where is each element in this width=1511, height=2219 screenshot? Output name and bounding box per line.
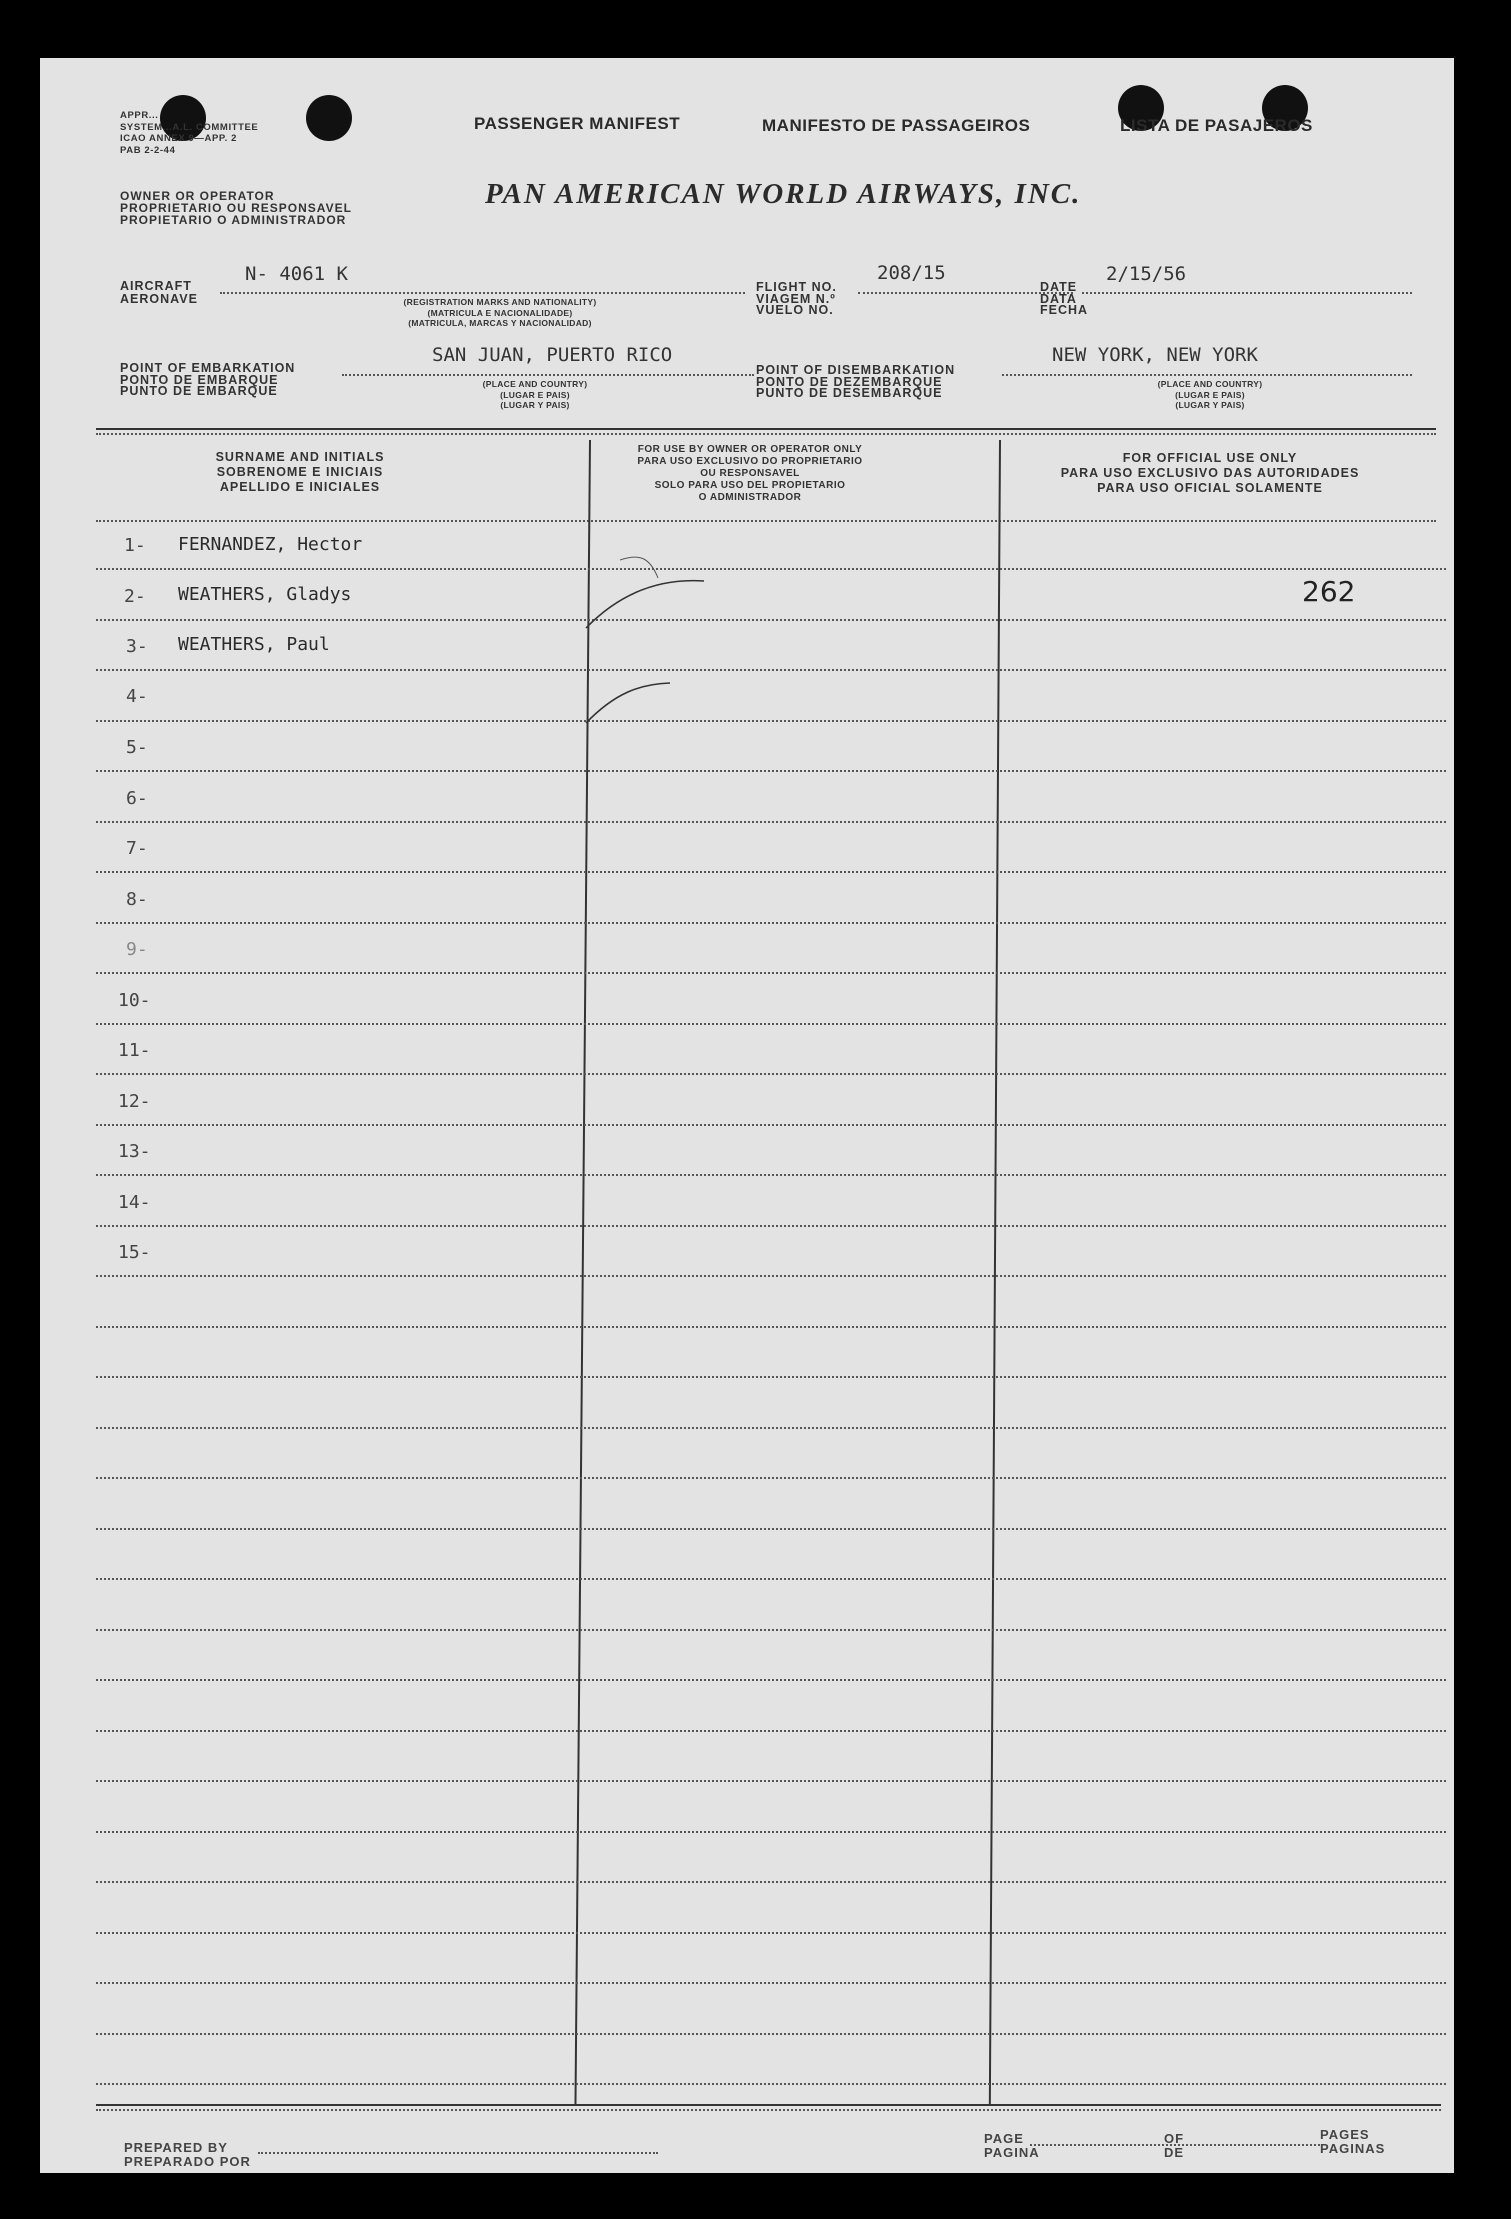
flight-label: VIAGEM N.º bbox=[756, 291, 836, 306]
rule-line bbox=[96, 1578, 1446, 1580]
check-stroke bbox=[586, 683, 670, 723]
header-bottom-rule bbox=[96, 520, 1436, 522]
rule-line bbox=[96, 1881, 1446, 1883]
row-number: 15- bbox=[118, 1242, 151, 1263]
approval-line: PAB 2-2-44 bbox=[120, 144, 176, 156]
approval-line: APPR... bbox=[120, 110, 159, 121]
title-portuguese: MANIFESTO DE PASSAGEIROS bbox=[762, 116, 1031, 135]
of-field bbox=[1190, 2144, 1320, 2146]
rule-line bbox=[96, 1376, 1446, 1378]
title-english: PASSENGER MANIFEST bbox=[474, 114, 681, 133]
rule-line bbox=[96, 922, 1446, 924]
approval-line: ICAO ANNEX 9—APP. 2 bbox=[120, 133, 237, 144]
aircraft-label: AERONAVE bbox=[120, 291, 198, 306]
embarkation-label: PUNTO DE EMBARQUE bbox=[120, 384, 278, 398]
embarkation-caption bbox=[425, 379, 645, 411]
row-number: 14- bbox=[118, 1192, 151, 1213]
disembarkation-value-line bbox=[1002, 374, 1412, 376]
disembarkation-label: PUNTO DE DESEMBARQUE bbox=[756, 386, 943, 400]
table-bottom-rule bbox=[96, 2104, 1441, 2106]
date-label: DATE bbox=[1040, 280, 1078, 294]
prepared-by-label bbox=[124, 2141, 251, 2169]
punch-hole bbox=[306, 95, 352, 141]
rule-line bbox=[96, 1073, 1446, 1075]
passenger-name: WEATHERS, Gladys bbox=[178, 584, 352, 605]
check-stroke bbox=[586, 581, 704, 628]
flight-label: FLIGHT NO. bbox=[756, 280, 837, 294]
rule-line bbox=[96, 1275, 1446, 1277]
row-number: 9- bbox=[126, 939, 148, 960]
rule-line bbox=[96, 1023, 1446, 1025]
official-value: 262 bbox=[1302, 575, 1356, 608]
row-number: 12- bbox=[118, 1091, 151, 1112]
disembarkation-label: POINT OF DISEMBARKATION bbox=[756, 363, 956, 377]
rule-line bbox=[96, 1679, 1446, 1681]
table-top-rule-dotted bbox=[96, 433, 1436, 435]
passenger-name: WEATHERS, Paul bbox=[178, 634, 330, 655]
row-number: 1- bbox=[124, 535, 146, 556]
rule-line bbox=[96, 1831, 1446, 1833]
prepared-by-line: PREPARED BY bbox=[124, 2140, 228, 2155]
date-labels bbox=[1040, 282, 1088, 317]
rule-line bbox=[96, 1780, 1446, 1782]
rule-line bbox=[96, 568, 1446, 570]
rule-line bbox=[96, 1982, 1446, 1984]
of-label bbox=[1164, 2132, 1184, 2160]
prepared-by-field bbox=[258, 2152, 658, 2154]
row-number: 4- bbox=[126, 686, 148, 707]
flight-labels bbox=[756, 282, 837, 317]
check-stroke bbox=[620, 557, 658, 578]
rule-line bbox=[96, 821, 1446, 823]
aircraft-caption-line: (REGISTRATION MARKS AND NATIONALITY) bbox=[403, 297, 597, 307]
rule-line bbox=[96, 2033, 1446, 2035]
aircraft-labels bbox=[120, 280, 198, 305]
disembarkation-labels bbox=[756, 365, 955, 400]
embarkation-caption-line: (LUGAR Y PAIS) bbox=[500, 400, 570, 410]
aircraft-caption-line: (MATRICULA E NACIONALIDADE) bbox=[427, 307, 573, 318]
rule-line bbox=[96, 720, 1446, 722]
table-bottom-rule-dotted bbox=[96, 2109, 1441, 2111]
owner-label: PROPRIETARIO OU RESPONSAVEL bbox=[120, 201, 352, 215]
embarkation-label: PONTO DE EMBARQUE bbox=[120, 372, 279, 387]
of-label-line: OF bbox=[1164, 2131, 1185, 2146]
pages-label bbox=[1320, 2128, 1385, 2156]
disembarkation-caption-line: (LUGAR Y PAIS) bbox=[1175, 400, 1245, 410]
column-header-surname bbox=[150, 450, 450, 495]
row-number: 5- bbox=[126, 737, 148, 758]
page-label-line: PAGE bbox=[984, 2131, 1024, 2146]
pages-label-line: PAGINAS bbox=[1320, 2141, 1386, 2156]
owner-value: PAN AMERICAN WORLD AIRWAYS, INC. bbox=[485, 178, 1082, 210]
owner-labels bbox=[120, 190, 352, 226]
row-number: 2- bbox=[124, 586, 146, 607]
manifest-sheet bbox=[40, 58, 1454, 2173]
column-header-line: OU RESPONSAVEL bbox=[700, 468, 800, 479]
table-top-rule bbox=[96, 428, 1436, 430]
aircraft-caption bbox=[310, 297, 690, 329]
column-header-line: PARA USO EXCLUSIVO DO PROPRIETARIO bbox=[637, 456, 863, 467]
disembarkation-label: PONTO DE DEZEMBARQUE bbox=[756, 374, 943, 389]
owner-label: PROPIETARIO O ADMINISTRADOR bbox=[120, 213, 347, 227]
column-header-line: SURNAME AND INITIALS bbox=[215, 450, 385, 464]
approval-block bbox=[120, 110, 258, 156]
row-number: 11- bbox=[118, 1040, 151, 1061]
rule-line bbox=[96, 1124, 1446, 1126]
rule-line bbox=[96, 1629, 1446, 1631]
row-number: 8- bbox=[126, 889, 148, 910]
page-label bbox=[984, 2132, 1040, 2160]
column-header-line: SOBRENOME E INICIAIS bbox=[216, 465, 384, 479]
rule-line bbox=[96, 619, 1446, 621]
disembarkation-caption bbox=[1100, 379, 1320, 411]
rule-line bbox=[96, 2083, 1446, 2085]
of-label-line: DE bbox=[1164, 2145, 1185, 2160]
column-header-line: FOR USE BY OWNER OR OPERATOR ONLY bbox=[637, 444, 863, 455]
flight-label: VUELO NO. bbox=[756, 303, 834, 317]
date-value-line bbox=[1082, 292, 1412, 294]
rule-line bbox=[96, 1225, 1446, 1227]
aircraft-caption-line: (MATRICULA, MARCAS Y NACIONALIDAD) bbox=[408, 318, 592, 328]
rule-line bbox=[96, 1174, 1446, 1176]
owner-label: OWNER OR OPERATOR bbox=[120, 189, 275, 203]
disembarkation-value: NEW YORK, NEW YORK bbox=[1052, 344, 1258, 366]
rule-line bbox=[96, 1932, 1446, 1934]
rule-line bbox=[96, 871, 1446, 873]
row-number: 6- bbox=[126, 788, 148, 809]
column-header-line: APELLIDO E INICIALES bbox=[219, 480, 381, 494]
approval-line: SYSTEM...A.L. COMMITTEE bbox=[120, 121, 259, 133]
embarkation-value: SAN JUAN, PUERTO RICO bbox=[432, 344, 673, 366]
embarkation-value-line bbox=[342, 374, 754, 376]
column-header-line: PARA USO EXCLUSIVO DAS AUTORIDADES bbox=[1060, 466, 1360, 480]
column-header-line: PARA USO OFICIAL SOLAMENTE bbox=[1097, 481, 1323, 495]
column-divider bbox=[989, 440, 1001, 2104]
row-number: 10- bbox=[118, 990, 151, 1011]
row-number: 3- bbox=[126, 636, 148, 657]
row-number: 13- bbox=[118, 1141, 151, 1162]
embarkation-labels bbox=[120, 363, 295, 398]
prepared-by-line: PREPARADO POR bbox=[124, 2154, 251, 2169]
rule-line bbox=[96, 1528, 1446, 1530]
rule-line bbox=[96, 770, 1446, 772]
pages-label-line: PAGES bbox=[1320, 2127, 1370, 2142]
column-header-line: FOR OFFICIAL USE ONLY bbox=[1122, 451, 1298, 465]
rule-line bbox=[96, 1477, 1446, 1479]
column-header-line: SOLO PARA USO DEL PROPIETARIO bbox=[654, 480, 846, 491]
flight-value: 208/15 bbox=[877, 262, 946, 284]
rule-line bbox=[96, 1427, 1446, 1429]
passenger-name: FERNANDEZ, Hector bbox=[178, 534, 363, 555]
disembarkation-caption-line: (PLACE AND COUNTRY) bbox=[1157, 379, 1263, 389]
aircraft-label: AIRCRAFT bbox=[120, 279, 192, 293]
date-label: FECHA bbox=[1040, 303, 1089, 317]
rule-line bbox=[96, 972, 1446, 974]
row-number: 7- bbox=[126, 838, 148, 859]
aircraft-value: N- 4061 K bbox=[245, 263, 348, 285]
check-mark-strokes bbox=[580, 518, 730, 738]
aircraft-value-line bbox=[220, 292, 745, 294]
rule-line bbox=[96, 669, 1446, 671]
column-header-line: O ADMINISTRADOR bbox=[698, 492, 802, 503]
disembarkation-caption-line: (LUGAR E PAIS) bbox=[1175, 389, 1245, 400]
column-header-owner-use bbox=[600, 444, 900, 504]
embarkation-caption-line: (LUGAR E PAIS) bbox=[500, 389, 570, 400]
embarkation-label: POINT OF EMBARKATION bbox=[120, 361, 296, 375]
date-value: 2/15/56 bbox=[1106, 263, 1187, 285]
rule-line bbox=[96, 1326, 1446, 1328]
column-header-official bbox=[1000, 451, 1420, 496]
embarkation-caption-line: (PLACE AND COUNTRY) bbox=[482, 379, 588, 389]
date-label: DATA bbox=[1040, 291, 1077, 306]
page-label-line: PAGINA bbox=[984, 2145, 1040, 2160]
rule-line bbox=[96, 1730, 1446, 1732]
title-spanish: LISTA DE PASAJEROS bbox=[1120, 116, 1313, 135]
